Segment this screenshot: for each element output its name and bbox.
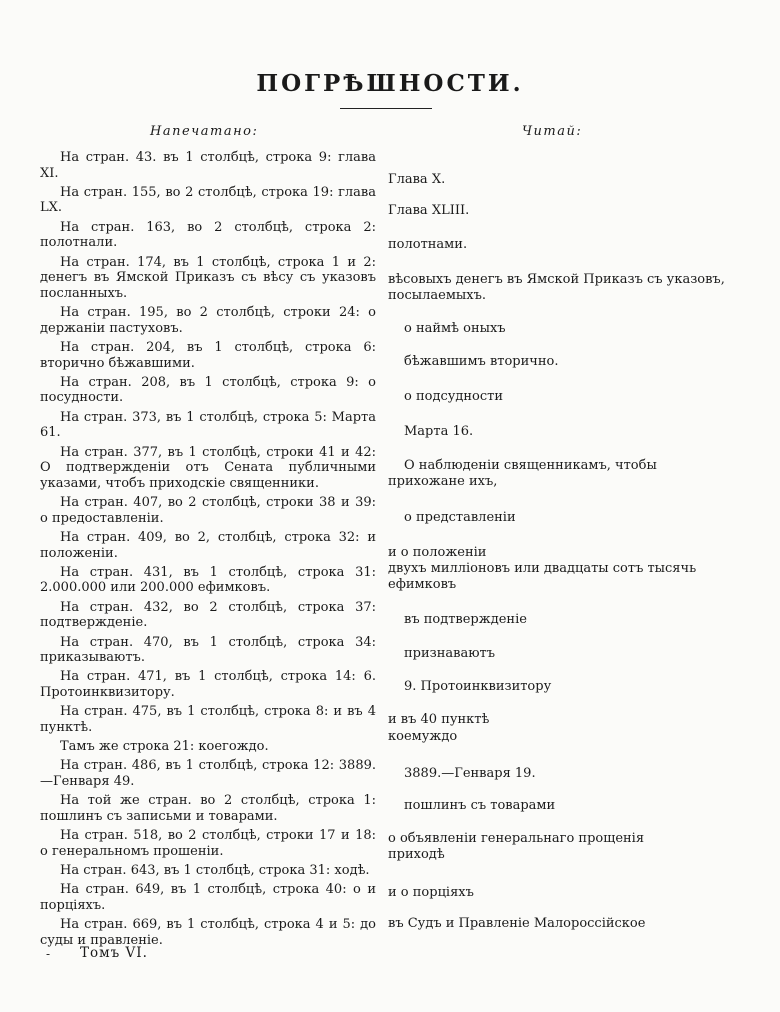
erratum-printed: На стран. 163, во 2 столбцѣ, строка 2: полотнали. bbox=[40, 219, 376, 251]
erratum-printed: На стран. 409, во 2, столбцѣ, строка 32: и положеніи. bbox=[40, 529, 376, 561]
erratum-printed: На той же стран. во 2 столбцѣ, строка 1: пошлинъ съ записьми и товарами. bbox=[40, 793, 376, 824]
erratum-read: 3889.—Генваря 19. bbox=[404, 766, 536, 781]
erratum-read: о подсудности bbox=[404, 389, 504, 404]
column-header-read: Читай: bbox=[522, 124, 583, 139]
erratum-read: и о положеніи bbox=[388, 545, 487, 560]
erratum-read: приходѣ bbox=[388, 847, 445, 862]
erratum-read: въ подтвержденіе bbox=[404, 612, 527, 627]
erratum-printed: На стран. 431, въ 1 столбцѣ, строка 31: 2.000.000 или 200.000 ефимковъ. bbox=[40, 564, 376, 596]
erratum-read: пошлинъ съ товарами bbox=[404, 798, 556, 813]
erratum-printed: На стран. 475, въ 1 столбцѣ, строка 8: и въ 4 пунктѣ. bbox=[40, 704, 376, 735]
erratum-printed: На стран. 470, въ 1 столбцѣ, строка 34: приказываютъ. bbox=[40, 634, 376, 666]
erratum-read: полотнами. bbox=[388, 237, 468, 252]
erratum-read: о объявленіи генеральнаго прощенія bbox=[388, 831, 645, 846]
erratum-read: въ Судъ и Правленіе Малороссійское bbox=[388, 916, 646, 931]
erratum-printed: На стран. 373, въ 1 столбцѣ, строка 5: Марта 61. bbox=[40, 409, 376, 441]
erratum-printed: На стран. 649, въ 1 столбцѣ, строка 40: о и порціяхъ. bbox=[40, 882, 376, 913]
erratum-read: Глава X. bbox=[388, 172, 446, 187]
erratum-read: двухъ милліоновъ или двадцаты сотъ тысячь ефимковъ bbox=[388, 561, 697, 592]
erratum-printed: На стран. 669, въ 1 столбцѣ, строка 4 и 5: до суды и правленіе. bbox=[40, 917, 376, 948]
erratum-read: коемуждо bbox=[388, 729, 458, 744]
erratum-read: и въ 40 пунктѣ bbox=[388, 712, 490, 727]
erratum-read: Марта 16. bbox=[404, 424, 474, 439]
erratum-printed: На стран. 643, въ 1 столбцѣ, строка 31: ходѣ. bbox=[60, 863, 370, 879]
erratum-read: о представленіи bbox=[404, 510, 516, 525]
erratum-printed: На стран. 377, въ 1 столбцѣ, строки 41 и 42: О подтвержденіи отъ Сената публичными указами, чтобъ приходскіе священники. bbox=[40, 444, 376, 491]
erratum-printed: На стран. 195, во 2 столбцѣ, строки 24: о держаніи пастуховъ. bbox=[40, 305, 376, 336]
erratum-read: вѣсовыхъ денегъ въ Ямской Приказъ съ указовъ, посылаемыхъ. bbox=[388, 272, 725, 303]
erratum-printed: На стран. 174, въ 1 столбцѣ, строка 1 и 2: денегъ въ Ямской Приказъ съ вѣсу съ указовъ посланныхъ. bbox=[40, 254, 376, 301]
erratum-printed: На стран. 208, въ 1 столбцѣ, строка 9: о посудности. bbox=[40, 374, 376, 406]
page-title: ПОГРѢШНОСТИ. bbox=[256, 70, 524, 97]
erratum-read: о наймѣ оныхъ bbox=[404, 321, 506, 336]
column-header-printed: Напечатано: bbox=[150, 124, 259, 139]
erratum-read: признаваютъ bbox=[404, 646, 496, 661]
erratum-printed: На стран. 43. въ 1 столбцѣ, строка 9: глава XI. bbox=[40, 150, 376, 181]
volume-footer: Томъ VI. bbox=[80, 945, 148, 961]
erratum-printed: На стран. 204, въ 1 столбцѣ, строка 6: вторично бѣжавшими. bbox=[40, 339, 376, 371]
erratum-printed: На стран. 155, во 2 столбцѣ, строка 19: глава LX. bbox=[40, 184, 376, 216]
erratum-printed: На стран. 407, во 2 столбцѣ, строки 38 и 39: о предоставленіи. bbox=[40, 495, 376, 526]
erratum-printed: Тамъ же строка 21: коегождо. bbox=[60, 739, 269, 755]
erratum-read: О наблюденіи священникамъ, чтобы прихожане ихъ, bbox=[388, 458, 657, 489]
page-dash-mark: - bbox=[46, 947, 51, 961]
erratum-read: Глава XLIII. bbox=[388, 203, 470, 218]
erratum-printed: На стран. 518, во 2 столбцѣ, строки 17 и 18: о генеральномъ прошеніи. bbox=[40, 828, 376, 859]
erratum-read: 9. Протоинквизитору bbox=[404, 679, 552, 694]
erratum-printed: На стран. 471, въ 1 столбцѣ, строка 14: 6. Протоинквизитору. bbox=[40, 669, 376, 701]
erratum-read: бѣжавшимъ вторично. bbox=[404, 354, 559, 369]
erratum-read: и о порціяхъ bbox=[388, 885, 474, 900]
erratum-printed: На стран. 486, въ 1 столбцѣ, строка 12: 3889. —Генваря 49. bbox=[40, 758, 376, 790]
erratum-printed: На стран. 432, во 2 столбцѣ, строка 37: подтвержденіе. bbox=[40, 599, 376, 631]
